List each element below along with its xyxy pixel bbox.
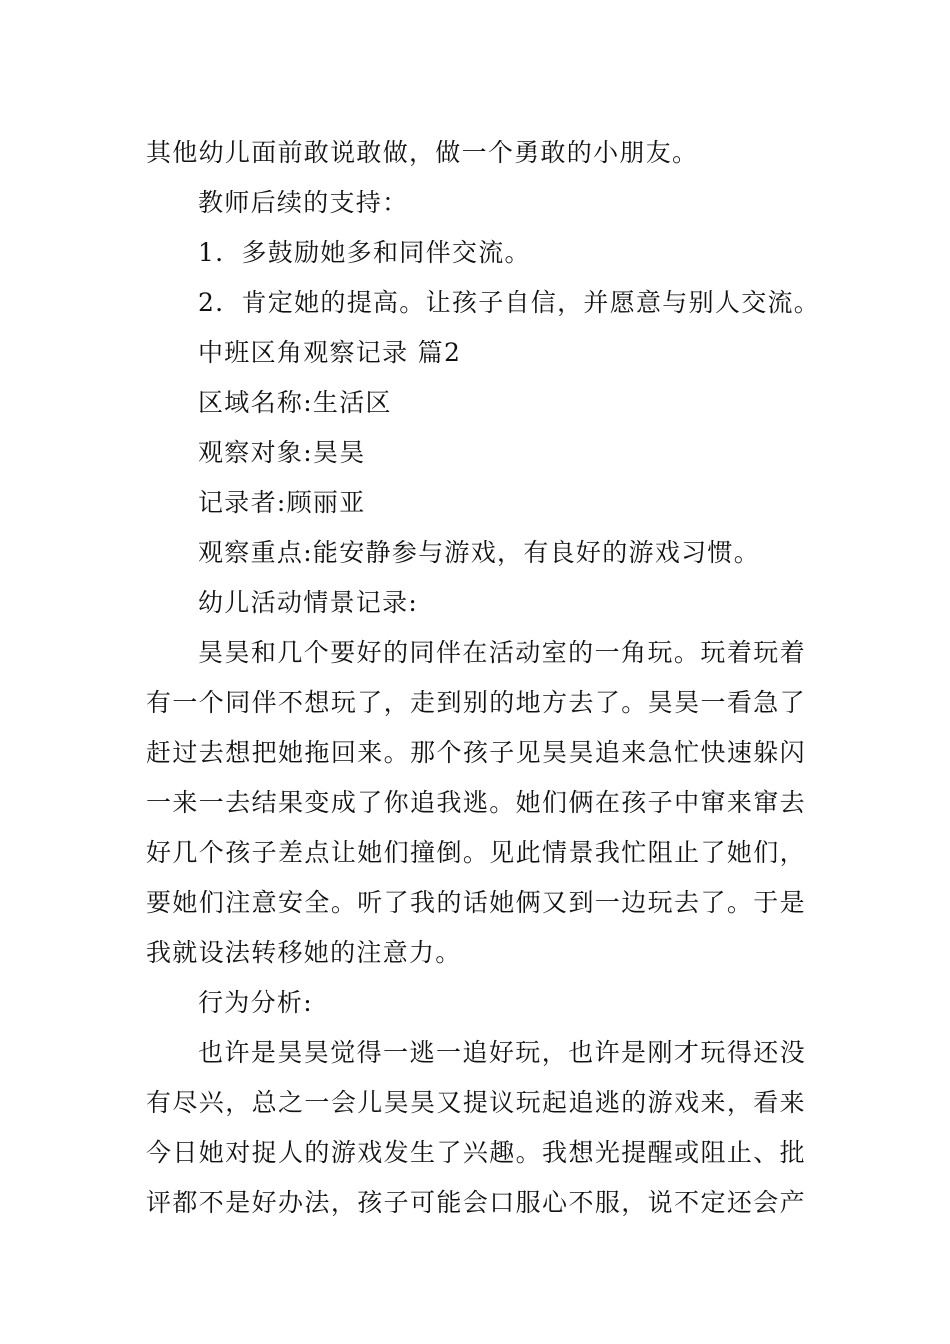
text-line: 教师后续的支持： (198, 188, 409, 217)
text-line: 一来一去结果变成了你追我逃。她们俩在孩子中窜来窜去 (146, 788, 806, 817)
text-line: 其他幼儿面前敢说敢做，做一个勇敢的小朋友。 (146, 138, 699, 167)
text-line: 观察对象:昊昊 (198, 438, 366, 467)
text-line: 区域名称:生活区 (198, 388, 392, 417)
section-heading: 中班区角观察记录 篇2 (198, 338, 462, 367)
text-line: 有尽兴，总之一会儿昊昊又提议玩起追逃的游戏来，看来 (146, 1088, 806, 1117)
text-line: 我就设法转移她的注意力。 (146, 938, 462, 967)
text-line: 昊昊和几个要好的同伴在活动室的一角玩。玩着玩着 (198, 638, 806, 667)
text-line: 好几个孩子差点让她们撞倒。见此情景我忙阻止了她们， (146, 838, 806, 867)
text-line: 记录者:顾丽亚 (198, 488, 366, 517)
text-line: 行为分析: (198, 988, 313, 1017)
text-line: 评都不是好办法，孩子可能会口服心不服，说不定还会产 (146, 1188, 806, 1217)
text-line: 有一个同伴不想玩了，走到别的地方去了。昊昊一看急了 (146, 688, 806, 717)
text-line: 今日她对捉人的游戏发生了兴趣。我想光提醒或阻止、批 (146, 1138, 806, 1167)
text-line: 也许是昊昊觉得一逃一追好玩，也许是刚才玩得还没 (198, 1038, 806, 1067)
text-line: 1．多鼓励她多和同伴交流。 (198, 238, 531, 267)
text-line: 幼儿活动情景记录: (198, 588, 419, 617)
text-line: 观察重点:能安静参与游戏，有良好的游戏习惯。 (198, 538, 761, 567)
text-line: 2．肯定她的提高。让孩子自信，并愿意与别人交流。 (198, 288, 821, 317)
text-line: 要她们注意安全。听了我的话她俩又到一边玩去了。于是 (146, 888, 806, 917)
text-line: 赶过去想把她拖回来。那个孩子见昊昊追来急忙快速躲闪 (146, 738, 806, 767)
document-body (146, 128, 821, 1228)
